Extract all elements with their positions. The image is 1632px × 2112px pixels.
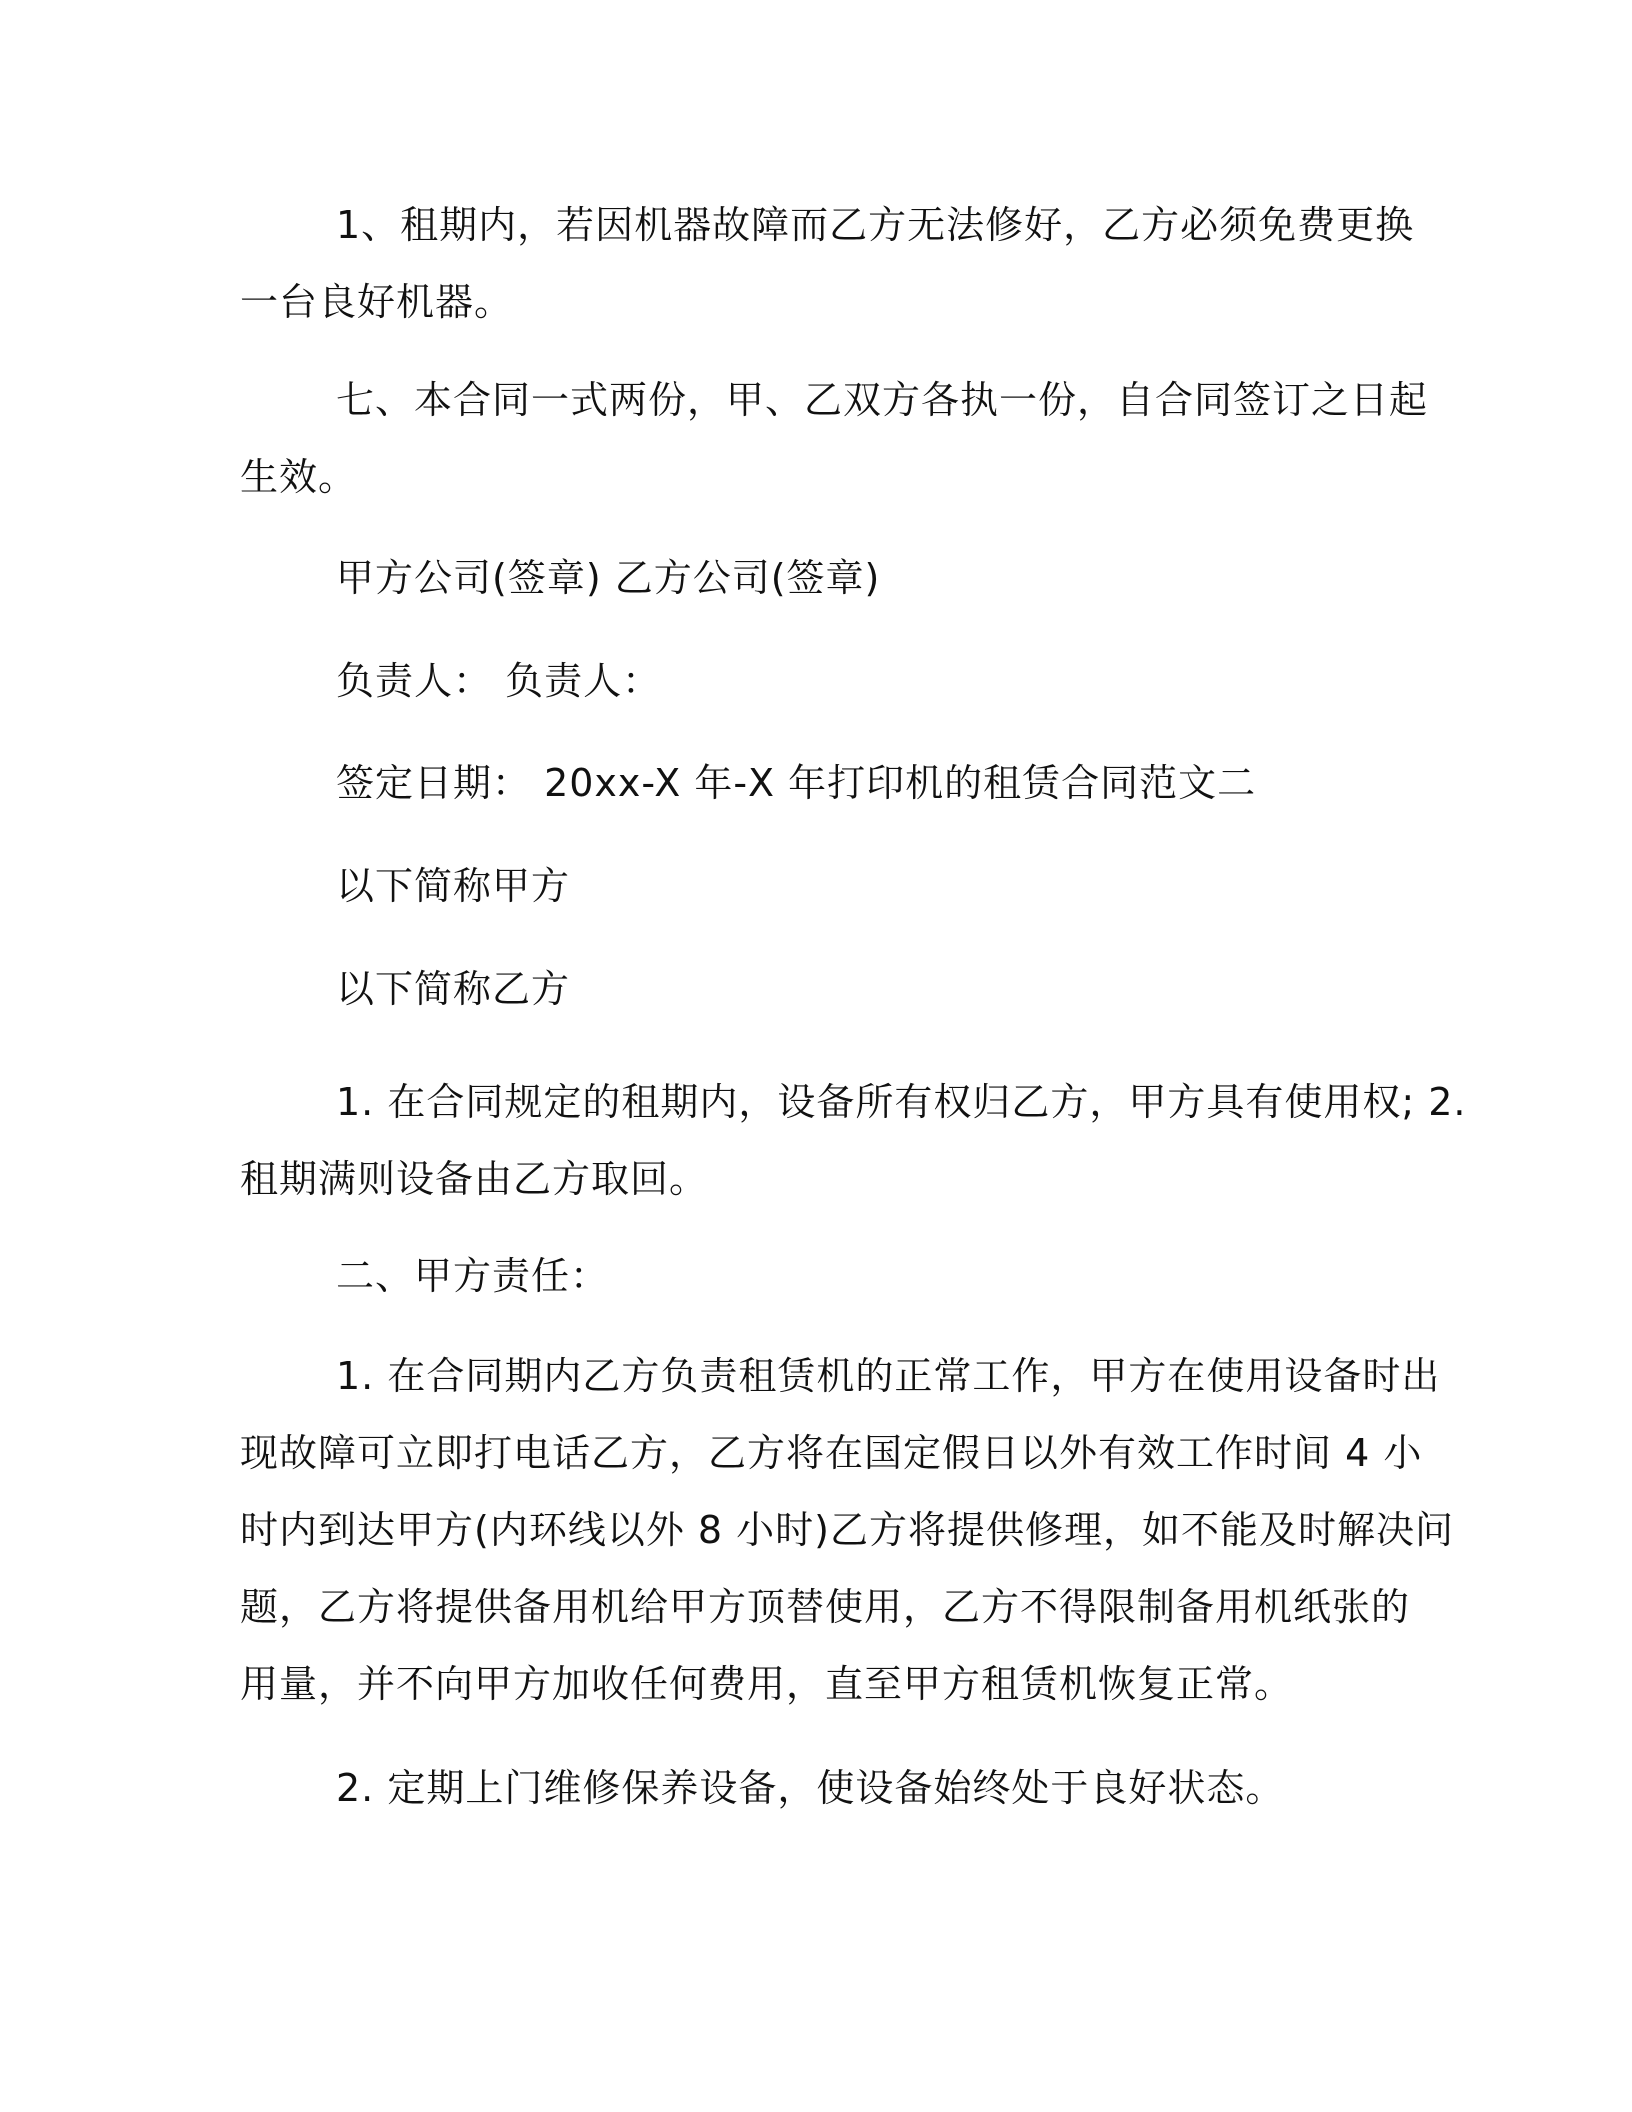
- paragraph-responsible-persons: [240, 643, 1400, 720]
- text-line: 负责人： 负责人：: [336, 659, 662, 703]
- text-line: 七、本合同一式两份，甲、乙双方各执一份，自合同签订之日起: [336, 378, 1429, 422]
- text-line: 用量，并不向甲方加收任何费用，直至甲方租赁机恢复正常。: [240, 1662, 1294, 1706]
- paragraph-ownership: [240, 1064, 1467, 1218]
- text-line: 现故障可立即打电话乙方，乙方将在国定假日以外有效工作时间 4 小: [240, 1431, 1423, 1475]
- section-heading-party-a-responsibility: [240, 1238, 1400, 1315]
- paragraph-party-a: [240, 848, 1400, 925]
- text-line: 一台良好机器。: [240, 280, 514, 324]
- text-line: 签定日期： 20xx-X 年-X 年打印机的租赁合同范文二: [336, 761, 1257, 805]
- paragraph-maintenance-terms: [240, 1338, 1454, 1723]
- text-line: 题，乙方将提供备用机给甲方顶替使用，乙方不得限制备用机纸张的: [240, 1585, 1411, 1629]
- text-line: 租期满则设备由乙方取回。: [240, 1157, 709, 1201]
- text-line: 以下简称乙方: [336, 967, 571, 1011]
- text-line: 1. 在合同期内乙方负责租赁机的正常工作，甲方在使用设备时出: [336, 1354, 1441, 1398]
- paragraph-regular-maintenance: [240, 1750, 1400, 1827]
- text-line: 时内到达甲方(内环线以外 8 小时)乙方将提供修理，如不能及时解决问: [240, 1508, 1454, 1552]
- text-line: 二、甲方责任：: [336, 1254, 610, 1298]
- paragraph-company-seals: [240, 540, 1400, 617]
- text-line: 2. 定期上门维修保养设备，使设备始终处于良好状态。: [336, 1766, 1285, 1810]
- paragraph-party-b: [240, 951, 1400, 1028]
- text-line: 1. 在合同规定的租期内，设备所有权归乙方，甲方具有使用权; 2.: [336, 1080, 1467, 1124]
- text-line: 生效。: [240, 455, 358, 499]
- text-line: 甲方公司(签章) 乙方公司(签章): [336, 556, 881, 600]
- paragraph-clause-7-copies: [240, 362, 1429, 516]
- paragraph-clause-1-machine-replacement: [240, 187, 1415, 341]
- text-line: 以下简称甲方: [336, 864, 571, 908]
- paragraph-signing-date: [240, 745, 1400, 822]
- text-line: 1、租期内，若因机器故障而乙方无法修好，乙方必须免费更换: [336, 203, 1415, 247]
